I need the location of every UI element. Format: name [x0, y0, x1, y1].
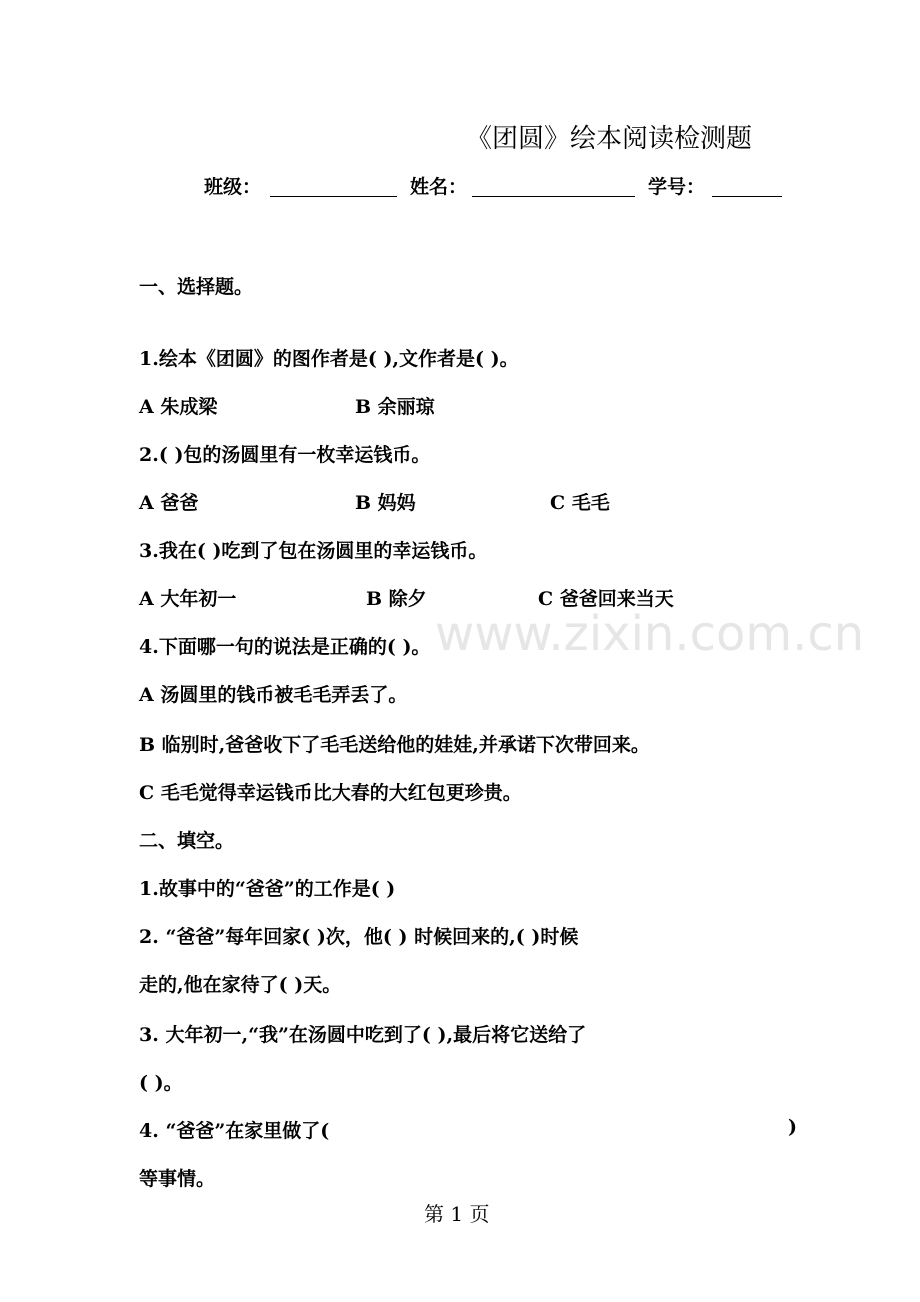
question-2: 2.( )包的汤圆里有一枚幸运钱币。 [139, 444, 431, 466]
q4-option-c: C 毛毛觉得幸运钱币比大春的大红包更珍贵。 [139, 782, 522, 804]
student-id-blank[interactable] [712, 196, 782, 197]
fill-question-4-line2: 等事情。 [139, 1168, 216, 1190]
class-blank[interactable] [270, 196, 397, 197]
question-1: 1.绘本《团圆》的图作者是( ),文作者是( )。 [139, 348, 519, 370]
fill-question-2-line2: 走的,他在家待了( )天。 [139, 974, 342, 996]
q3-option-b: B 除夕 [366, 588, 427, 610]
page-number: 第 1 页 [424, 1202, 490, 1226]
question-4: 4.下面哪一句的说法是正确的( )。 [139, 636, 431, 658]
q2-option-c: C 毛毛 [550, 492, 610, 514]
name-label: 姓名： [410, 176, 468, 198]
fill-question-2-line1: 2. “爸爸”每年回家( )次，他( ) 时候回来的,( )时候 [139, 926, 579, 948]
fill-question-3-line1: 3. 大年初一,“我”在汤圆中吃到了( ),最后将它送给了 [139, 1024, 587, 1046]
q2-option-b: B 妈妈 [355, 492, 416, 514]
q3-option-c: C 爸爸回来当天 [538, 588, 674, 610]
q1-option-a: A 朱成梁 [139, 396, 218, 418]
q3-option-a: A 大年初一 [139, 588, 237, 610]
fill-question-3-line2: ( )。 [139, 1072, 183, 1094]
q2-option-a: A 爸爸 [139, 492, 199, 514]
question-3: 3.我在( )吃到了包在汤圆里的幸运钱币。 [139, 540, 488, 562]
fill-question-4-line1: 4. “爸爸”在家里做了( [139, 1120, 330, 1142]
class-label: 班级： [204, 176, 262, 198]
name-blank[interactable] [472, 196, 635, 197]
section1-heading: 一、选择题。 [139, 276, 254, 298]
fill-question-1: 1.故事中的“爸爸”的工作是( ) [139, 878, 396, 900]
q1-option-b: B 余丽琼 [355, 396, 435, 418]
watermark: www.zixin.com.cn [435, 606, 865, 662]
student-id-label: 学号： [648, 176, 706, 198]
q4-option-a: A 汤圆里的钱币被毛毛弄丢了。 [139, 684, 408, 706]
q4-option-b: B 临别时,爸爸收下了毛毛送给他的娃娃,并承诺下次带回来。 [139, 734, 650, 756]
section2-heading: 二、填空。 [139, 830, 235, 852]
fill-question-4-close-paren: ) [788, 1116, 797, 1138]
page-title: 《团圆》绘本阅读检测题 [466, 124, 753, 154]
